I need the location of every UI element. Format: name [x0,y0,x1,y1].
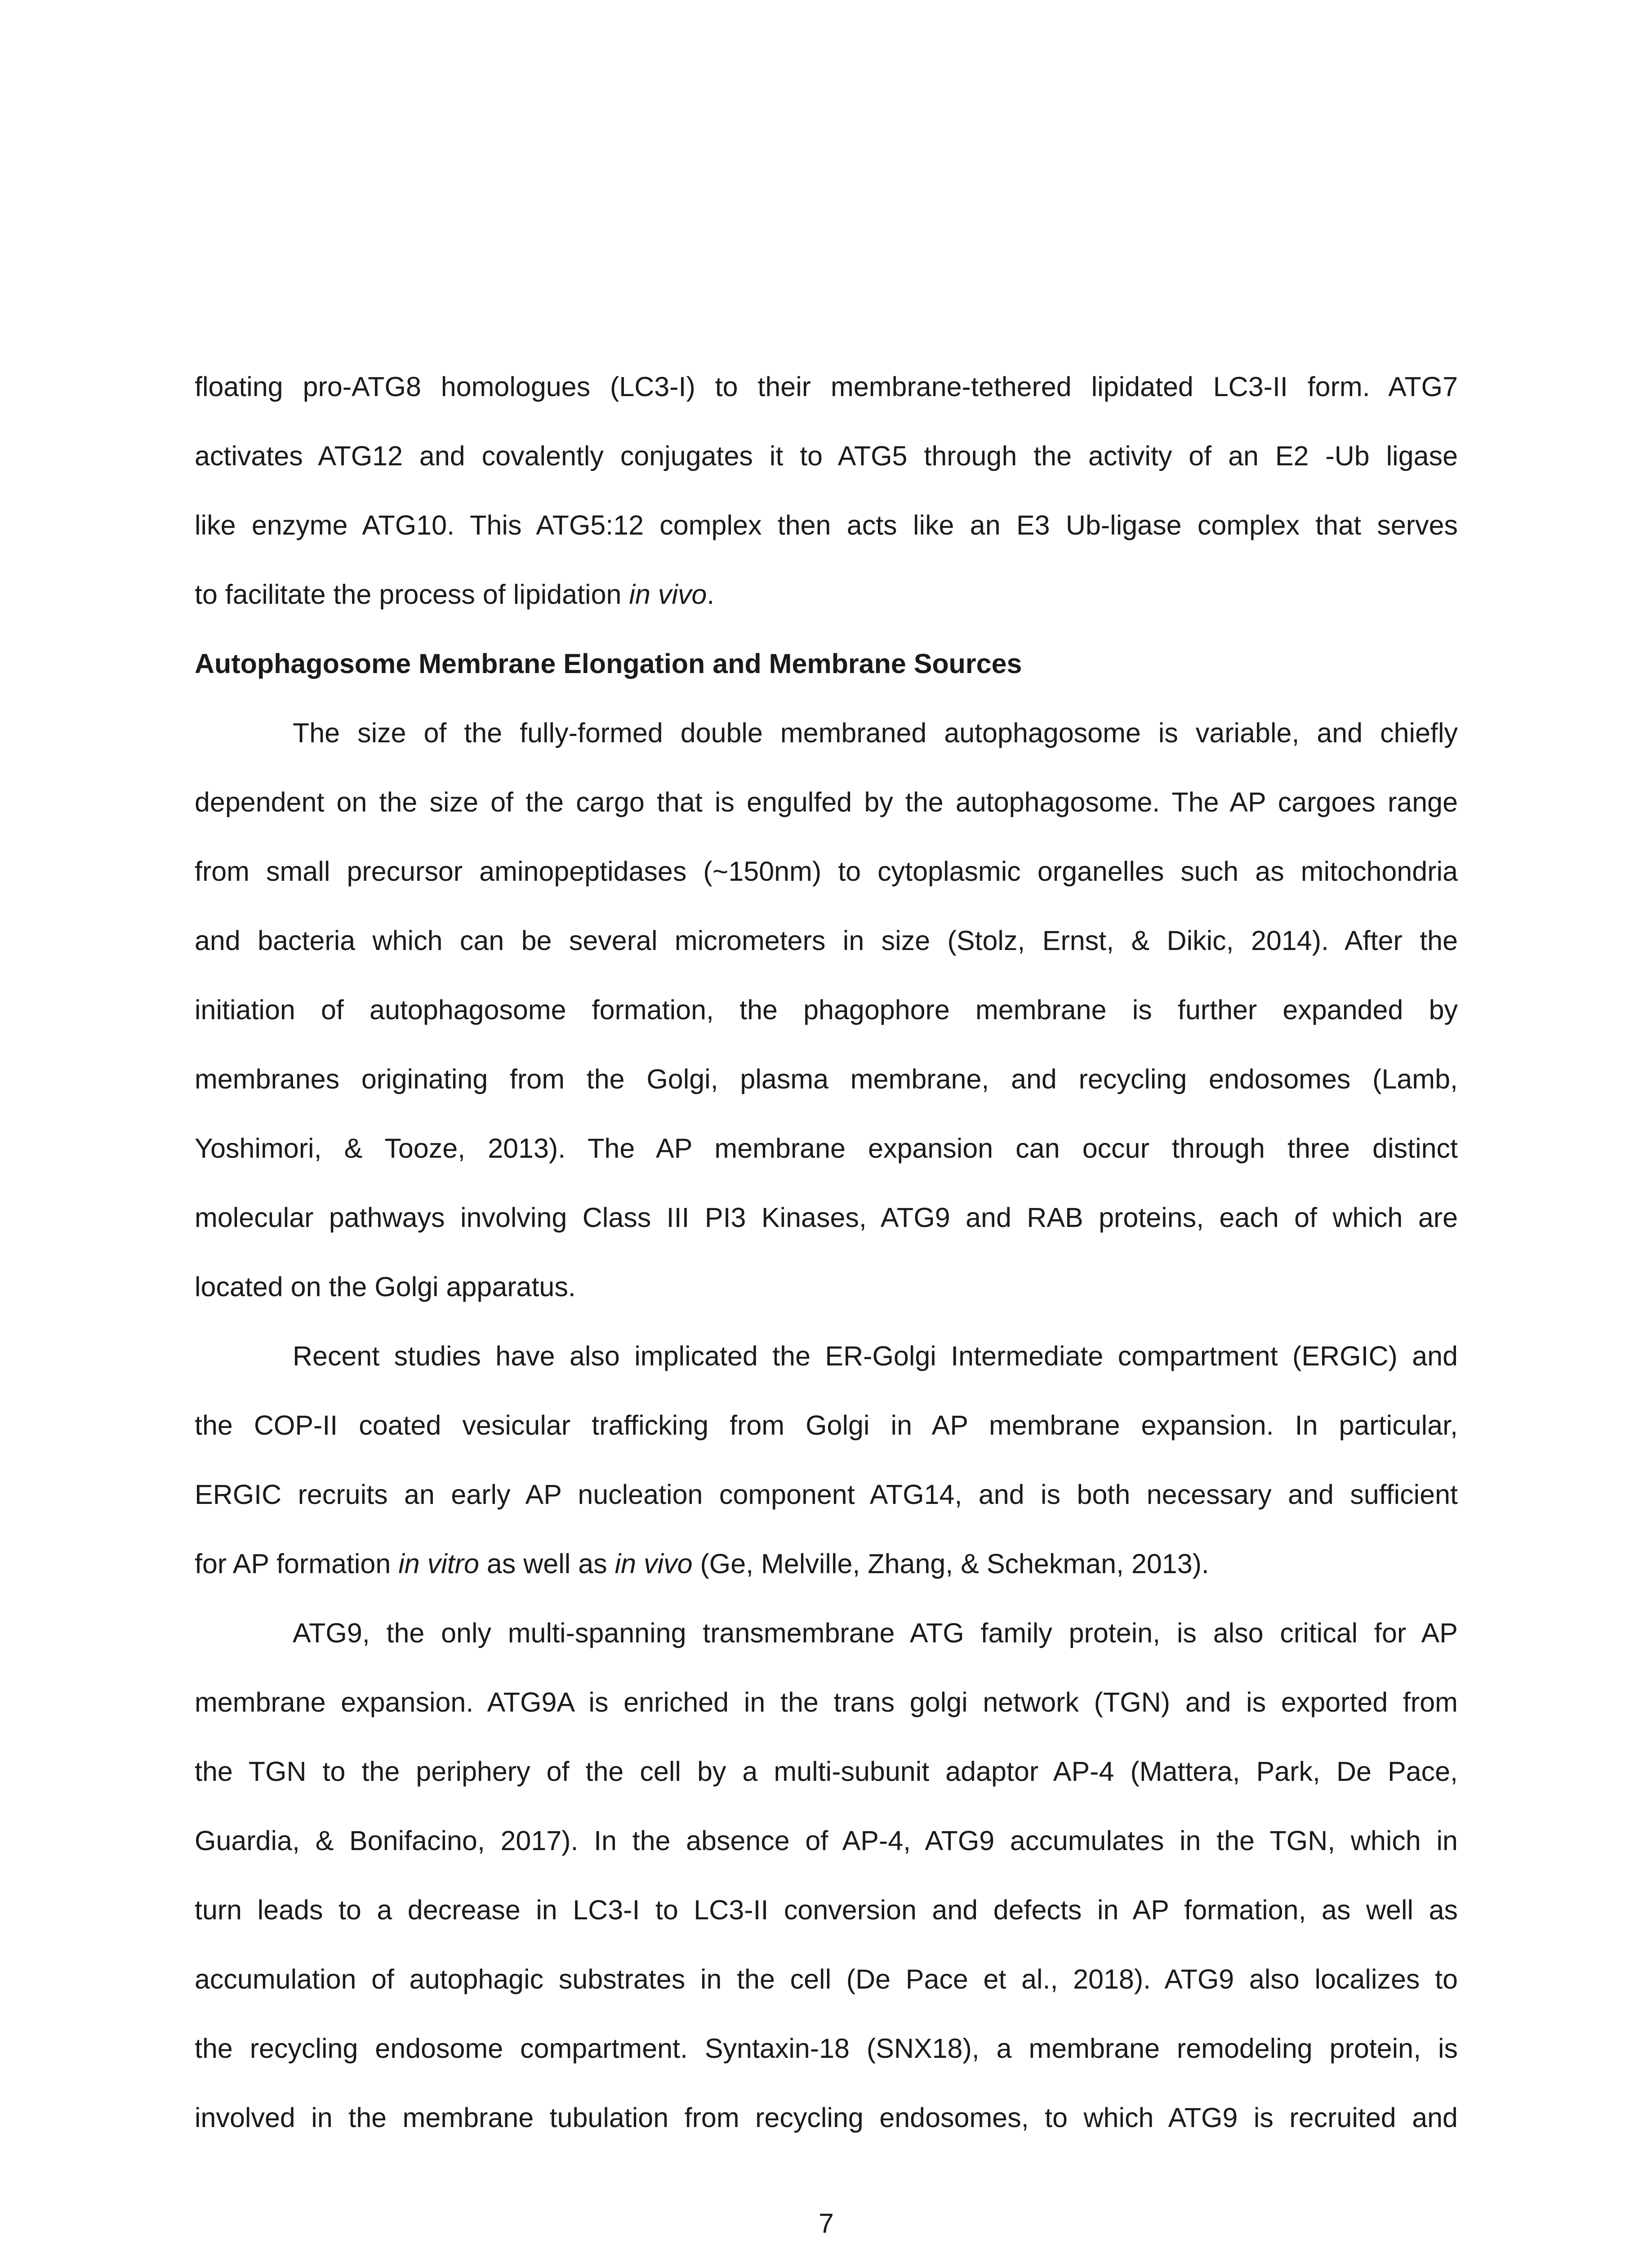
p2-line-6: membranes originating from the Golgi, plasma membrane, and recycling endosomes (Lamb, [195,1064,1458,1094]
p1-line-2: activates ATG12 and covalently conjugates it to ATG5 through the activity of an E2 -Ub ligase [195,441,1458,471]
p3-line-4: for AP formation in vitro as well as in vivo (Ge, Melville, Zhang, & Schekman, 2013). [195,1548,1209,1579]
p4-line-4: Guardia, & Bonifacino, 2017). In the absence of AP-4, ATG9 accumulates in the TGN, which in [195,1825,1458,1856]
p4-line-1: ATG9, the only multi-spanning transmembrane ATG family protein, is also critical for AP [293,1618,1458,1648]
p2-line-4: and bacteria which can be several micrometers in size (Stolz, Ernst, & Dikic, 2014). After the [195,925,1458,956]
italic-in-vivo: in vivo [629,579,707,610]
page-number: 7 [819,2208,834,2239]
p4-line-2: membrane expansion. ATG9A is enriched in the trans golgi network (TGN) and is exported from [195,1687,1458,1717]
p2-line-5: initiation of autophagosome formation, the phagophore membrane is further expanded by [195,995,1458,1025]
p2-line-9: located on the Golgi apparatus. [195,1271,576,1302]
p3-line-2: the COP-II coated vesicular trafficking from Golgi in AP membrane expansion. In particular, [195,1410,1458,1441]
p1-line-4: to facilitate the process of lipidation in vivo. [195,579,715,610]
p2-line-3: from small precursor aminopeptidases (~150nm) to cytoplasmic organelles such as mitochondria [195,856,1458,887]
p1-line-1: floating pro-ATG8 homologues (LC3-I) to their membrane-tethered lipidated LC3-II form. ATG7 [195,371,1458,402]
p2-line-2: dependent on the size of the cargo that is engulfed by the autophagosome. The AP cargoes range [195,787,1458,817]
p4-line-8: involved in the membrane tubulation from recycling endosomes, to which ATG9 is recruited and [195,2102,1458,2133]
p4-line-6: accumulation of autophagic substrates in the cell (De Pace et al., 2018). ATG9 also localizes to [195,1964,1458,1994]
p4-line-5: turn leads to a decrease in LC3-I to LC3-II conversion and defects in AP formation, as well as [195,1895,1458,1925]
p2-line-8: molecular pathways involving Class III PI3 Kinases, ATG9 and RAB proteins, each of which are [195,1202,1458,1233]
p4-line-3: the TGN to the periphery of the cell by a multi-subunit adaptor AP-4 (Mattera, Park, De Pace, [195,1756,1458,1787]
italic-in-vivo: in vivo [614,1548,693,1579]
p3-line-1: Recent studies have also implicated the ER-Golgi Intermediate compartment (ERGIC) and [293,1341,1458,1371]
p2-line-1: The size of the fully-formed double membraned autophagosome is variable, and chiefly [293,718,1458,748]
p3-line-3: ERGIC recruits an early AP nucleation component ATG14, and is both necessary and sufficient [195,1479,1458,1510]
italic-in-vitro: in vitro [398,1548,479,1579]
p1-line-3: like enzyme ATG10. This ATG5:12 complex then acts like an E3 Ub-ligase complex that serves [195,510,1458,540]
section-heading: Autophagosome Membrane Elongation and Membrane Sources [195,648,1022,679]
p4-line-7: the recycling endosome compartment. Syntaxin-18 (SNX18), a membrane remodeling protein, is [195,2033,1458,2064]
p2-line-7: Yoshimori, & Tooze, 2013). The AP membrane expansion can occur through three distinct [195,1133,1458,1164]
page [195,0,1458,2248]
